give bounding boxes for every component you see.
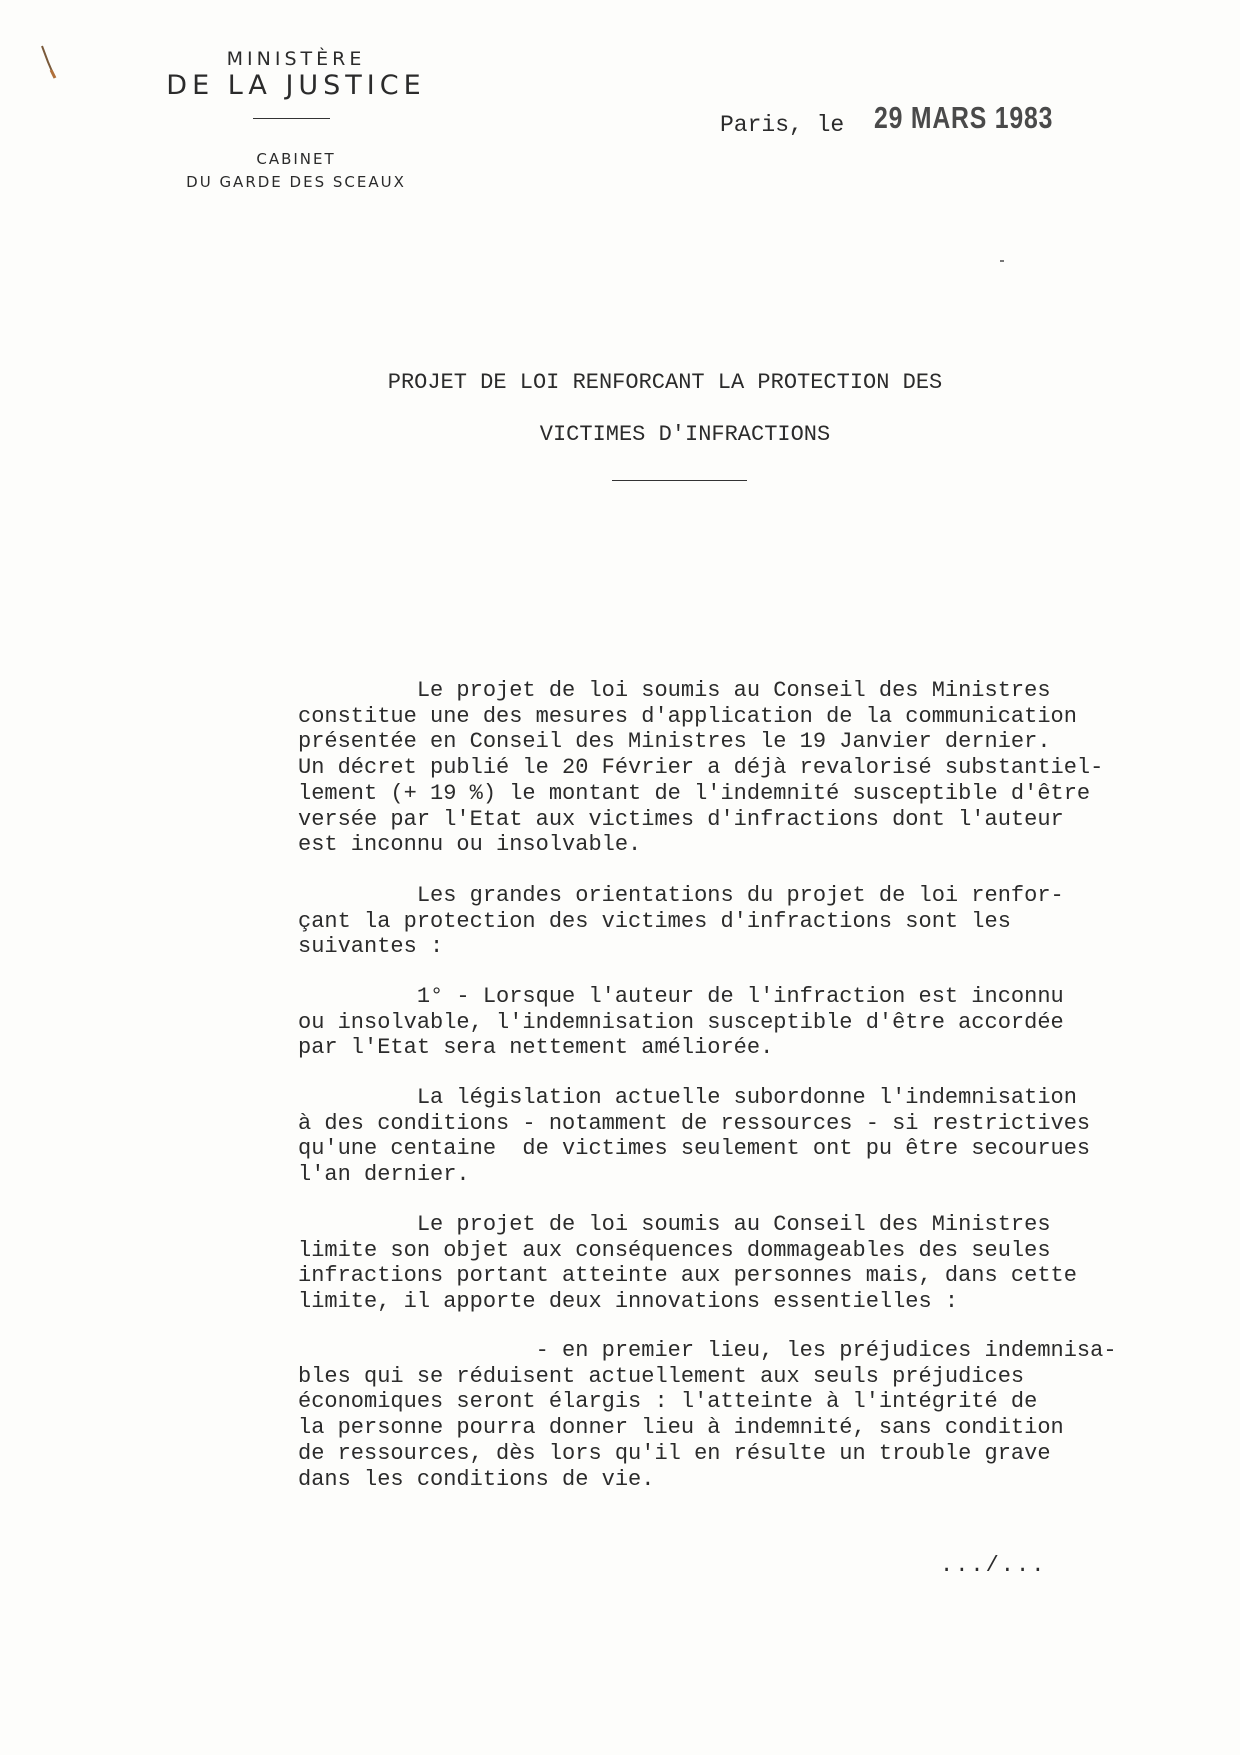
date-stamp: 29 MARS 1983 bbox=[874, 100, 1054, 135]
body-paragraph-scope: Le projet de loi soumis au Conseil des Ministres limite son objet aux conséquences dommageables des seules infractions portant atteinte aux personnes mais, dans cette limite, il apporte deux innovations essentielles : bbox=[298, 1212, 1077, 1315]
body-paragraph-first-innovation: - en premier lieu, les préjudices indemnisa- bles qui se réduisent actuellement aux seuls préjudices économiques seront élargis : l'atteinte à l'intégrité de la personne pourra donner lieu à indemnité, sans condition de ressources, dès lors qu'il en résulte un trouble grave dans les conditions de vie. bbox=[298, 1338, 1117, 1492]
continuation-mark: .../... bbox=[940, 1553, 1047, 1578]
paper-speck bbox=[1000, 260, 1004, 262]
document-title-line1: PROJET DE LOI RENFORCANT LA PROTECTION DES bbox=[387, 370, 943, 395]
letterhead-ministry-line1: MINISTÈRE bbox=[226, 48, 366, 70]
body-paragraph-point-1: 1° - Lorsque l'auteur de l'infraction est inconnu ou insolvable, l'indemnisation susceptible d'être accordée par l'Etat sera nettement améliorée. bbox=[298, 984, 1064, 1061]
document-title-line2: VICTIMES D'INFRACTIONS bbox=[539, 422, 831, 447]
date-prefix: Paris, le bbox=[720, 112, 845, 138]
letterhead-divider bbox=[253, 118, 330, 119]
letterhead-cabinet-line2: DU GARDE DES SCEAUX bbox=[186, 173, 406, 191]
body-paragraph-orientations: Les grandes orientations du projet de loi renfor- çant la protection des victimes d'infractions sont les suivantes : bbox=[298, 883, 1064, 960]
title-underline bbox=[612, 480, 747, 481]
body-paragraph-legislation: La législation actuelle subordonne l'indemnisation à des conditions - notamment de ressources - si restrictives qu'une centaine de victimes seulement ont pu être secourues l'an dernier. bbox=[298, 1085, 1091, 1188]
pencil-tick-mark bbox=[40, 44, 58, 84]
letterhead-cabinet-line1: CABINET bbox=[256, 150, 336, 168]
letterhead-ministry-line2: DE LA JUSTICE bbox=[166, 70, 426, 101]
body-paragraph-intro: Le projet de loi soumis au Conseil des Ministres constitue une des mesures d'application de la communication présentée en Conseil des Ministres le 19 Janvier dernier. Un décret publié le 20 Février a déjà revalorisé substantiel- lement (+ 19 %) le montant de l'indemnité susceptible d'être versée par l'Etat aux victimes d'infractions dont l'auteur est inconnu ou insolvable. bbox=[298, 678, 1104, 858]
